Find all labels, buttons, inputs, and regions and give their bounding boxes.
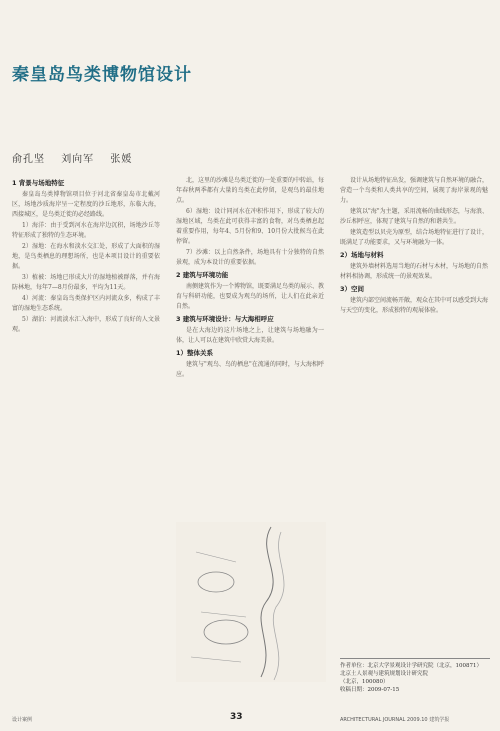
paragraph: 2）湿地：在海水和淡水交汇处，形成了大面积的湿地，是鸟类栖息的理想场所，也是本项目设计的重要依据。 <box>12 243 160 270</box>
author-2: 刘向军 <box>61 154 95 165</box>
left-footer: 设计案例 <box>12 717 33 723</box>
site-sketch-figure <box>176 522 326 682</box>
footnote-line: 北京土人景观与建筑规划设计研究院 <box>340 671 429 677</box>
author-1: 俞孔坚 <box>12 154 45 165</box>
paragraph: 5）湖泊：河流淡水汇入海中，形成了良好的人文景观。 <box>12 316 160 333</box>
paragraph: 1）海洋：由于受到河水在海岸边沉积，场地沙丘等特征形成了独特的生态环境。 <box>12 222 160 239</box>
section-heading-3: 3 建筑与环境设计：与大海相呼应 <box>176 315 274 323</box>
subsection-heading-1: 1）整体关系 <box>176 349 214 357</box>
author-affiliation-footnote <box>340 662 490 694</box>
paragraph: 4）河流：秦皇岛鸟类保护区内河流众多，构成了丰富的湿地生态系统。 <box>12 295 160 312</box>
paragraph: 6）湿地：设计同河水在冲积作用下，形成了较大的湿地区域，鸟类在此可获得丰富的食物，对鸟类栖息起着重要作用，每年4、5月份和9、10月份大批候鸟在此停留。 <box>176 208 324 245</box>
paragraph: 北，这里的沙滩是鸟类迁徙的一处重要的中转站，每年春秋两季都有大量的鸟类在此停留，是观鸟的最佳地点。 <box>176 177 325 204</box>
author-list <box>12 150 144 165</box>
footnote-divider <box>340 658 490 659</box>
paragraph: 7）沙滩：以上自然条件，场地具有十分独特的自然景观，成为本设计的重要依据。 <box>176 249 324 266</box>
paragraph: 3）植被：场地已形成大片的湿地植被群落，并有海防林地，每年7—8月份最多，平均为11天。 <box>12 274 160 291</box>
paper-title: 秦皇岛鸟类博物馆设计 <box>12 65 192 85</box>
column-3 <box>340 176 488 317</box>
received-date: 收稿日期：2009-07-15 <box>340 687 400 693</box>
footnote-line: 北京大学景观设计学研究院（北京，100871） <box>367 663 483 669</box>
section-heading-1: 1 背景与场地特征 <box>12 179 65 187</box>
paragraph: 建筑以"海"为主题，采用流畅的曲线形态，与海浪、沙丘相呼应，体现了建筑与自然的和谐共生。 <box>340 208 488 225</box>
paragraph: 秦皇岛鸟类博物馆项目位于河北省秦皇岛市北戴河区，场地沙质海岸呈一定程度的沙丘地形，东临大海，西接城区，是鸟类迁徙的必经路线。 <box>12 191 160 218</box>
section-heading-2: 2 建筑与环境功能 <box>176 271 229 279</box>
column-1 <box>12 176 160 336</box>
journal-footer: ARCHITECTURAL JOURNAL 2009.10 建筑学报 <box>340 717 450 723</box>
author-3: 张媛 <box>110 154 133 165</box>
subsection-heading-2: 2）场地与材料 <box>340 251 384 259</box>
paragraph: 设计从场地特征出发，强调建筑与自然环境的融合，营造一个鸟类和人类共享的空间，展现了海岸景观的魅力。 <box>340 177 489 204</box>
paragraph: 建筑与"观鸟、鸟的栖息"在流通的同时，与大海相呼应。 <box>176 361 324 378</box>
paragraph: 建筑外墙材料选用当地的石材与木材，与场地的自然材料相协调，形成统一的景观效果。 <box>340 263 489 280</box>
footnote-label: 作者单位： <box>340 663 368 669</box>
column-2 <box>176 176 324 381</box>
page-number: 33 <box>230 712 243 722</box>
footnote-line: （北京，100080） <box>340 679 389 685</box>
paragraph: 是在大海边的这片场地之上，让建筑与场地融为一体，让人可以在建筑中欣赏大海美景。 <box>176 327 324 344</box>
paragraph: 建筑内部空间流畅开敞，观众在其中可以感受到大海与天空的变化，形成独特的观展体验。 <box>340 297 489 314</box>
paragraph: 建筑造型以贝壳为原型，结合场地特征进行了设计，既满足了功能要求，又与环境融为一体。 <box>340 229 489 246</box>
subsection-heading-3: 3）空间 <box>340 285 365 293</box>
paragraph: 南侧建筑作为一个博物馆，既要满足鸟类的展示、教育与科研功能，也要成为观鸟的场所，让人们在此亲近自然。 <box>176 283 325 310</box>
